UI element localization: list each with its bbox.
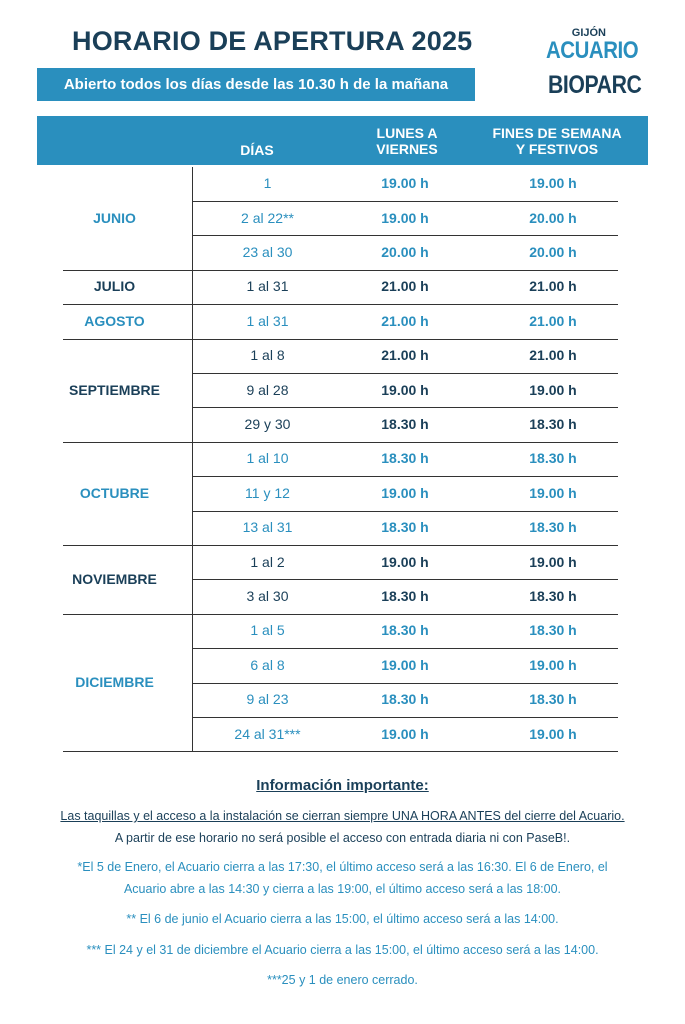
row-separator <box>192 373 618 374</box>
row-weekends: 19.00 h <box>529 656 577 673</box>
row-separator <box>192 683 618 684</box>
row-days: 1 al 10 <box>246 450 289 467</box>
row-days: 1 al 2 <box>250 553 285 570</box>
column-divider <box>192 167 193 270</box>
row-weekends: 18.30 h <box>529 519 577 536</box>
row-weekends: 18.30 h <box>529 622 577 639</box>
row-days: 9 al 28 <box>246 381 289 398</box>
info-note-1: *El 5 de Enero, el Acuario cierra a las 17:30, el último acceso será a las 16:30. El 6 de Enero, el Acuario abre a las 14:30 y cierra a las 19:00, el último acceso será a las 18:00. <box>77 860 608 896</box>
row-separator <box>192 648 618 649</box>
row-separator <box>192 235 618 236</box>
month-label: JUNIO <box>93 209 136 226</box>
info-line-2: A partir de ese horario no será posible el acceso con entrada diaria ni con PaseB!. <box>114 831 571 845</box>
header-weekdays: LUNES A VIERNES <box>376 125 438 157</box>
row-weekdays: 18.30 h <box>381 519 429 536</box>
month-label: DICIEMBRE <box>75 674 154 690</box>
row-weekends: 20.00 h <box>529 209 577 226</box>
info-line-1: Las taquillas y el acceso a la instalación se cierran siempre UNA HORA ANTES del cierre del Acuario. <box>60 809 625 823</box>
column-divider <box>192 339 193 442</box>
month-label: JULIO <box>93 278 136 295</box>
row-separator <box>192 407 618 408</box>
month-separator <box>63 270 618 271</box>
month-separator <box>63 442 618 443</box>
row-weekdays: 19.00 h <box>381 381 429 398</box>
column-divider <box>192 442 193 545</box>
row-weekdays: 21.00 h <box>381 312 429 329</box>
row-days: 1 <box>263 175 272 192</box>
month-label: OCTUBRE <box>79 484 150 501</box>
row-weekdays: 19.00 h <box>381 656 429 673</box>
row-weekdays: 18.30 h <box>381 691 429 708</box>
info-note-4: ***25 y 1 de enero cerrado. <box>267 973 418 987</box>
row-separator <box>192 476 618 477</box>
header-days: DÍAS <box>240 142 274 158</box>
row-weekends: 21.00 h <box>529 347 577 364</box>
logo-bioparc: BIOPARC <box>548 71 642 99</box>
row-days: 3 al 30 <box>246 588 289 604</box>
row-separator <box>192 511 618 512</box>
row-days: 24 al 31*** <box>234 725 301 742</box>
info-title: Información importante: <box>256 777 429 794</box>
row-weekdays: 21.00 h <box>381 347 429 364</box>
row-weekdays: 21.00 h <box>381 278 429 295</box>
row-days: 1 al 31 <box>246 278 289 295</box>
row-weekends: 19.00 h <box>529 553 577 570</box>
row-weekends: 19.00 h <box>529 484 577 501</box>
row-weekends: 18.30 h <box>529 588 577 604</box>
column-divider <box>192 270 193 304</box>
row-days: 9 al 23 <box>246 691 289 708</box>
month-separator <box>63 304 618 305</box>
row-weekdays: 19.00 h <box>381 553 429 570</box>
row-weekdays: 19.00 h <box>381 209 429 226</box>
row-weekends: 18.30 h <box>529 691 577 708</box>
month-separator <box>63 545 618 546</box>
row-weekdays: 19.00 h <box>381 725 429 742</box>
row-weekdays: 19.00 h <box>381 175 429 192</box>
row-separator <box>192 579 618 580</box>
row-weekdays: 18.30 h <box>381 450 429 467</box>
logo-acuario: ACUARIO <box>546 37 639 64</box>
row-days: 1 al 5 <box>250 622 285 639</box>
month-label: NOVIEMBRE <box>72 570 157 587</box>
row-weekdays: 20.00 h <box>381 244 429 260</box>
row-weekends: 18.30 h <box>529 416 577 432</box>
page-title: HORARIO DE APERTURA 2025 <box>72 26 473 56</box>
column-divider <box>192 305 193 339</box>
month-label: SEPTIEMBRE <box>68 381 160 398</box>
row-days: 13 al 31 <box>242 519 293 536</box>
row-separator <box>192 717 618 718</box>
month-separator <box>63 614 618 615</box>
row-weekends: 19.00 h <box>529 725 577 742</box>
month-separator <box>63 339 618 340</box>
row-days: 1 al 8 <box>250 347 285 364</box>
opening-banner: Abierto todos los días desde las 10.30 h de la mañana <box>37 68 475 101</box>
row-weekends: 21.00 h <box>529 312 577 329</box>
row-days: 6 al 8 <box>250 656 285 673</box>
row-weekends: 18.30 h <box>529 450 577 467</box>
info-note-3: *** El 24 y el 31 de diciembre el Acuario cierra a las 15:00, el último acceso será a las 14:00. <box>86 943 599 957</box>
row-weekends: 19.00 h <box>529 381 577 398</box>
row-weekdays: 19.00 h <box>381 484 429 501</box>
row-weekdays: 18.30 h <box>381 588 429 604</box>
row-weekends: 20.00 h <box>529 244 577 260</box>
row-weekends: 21.00 h <box>529 278 577 295</box>
row-separator <box>192 201 618 202</box>
logo-gijon: GIJÓN <box>571 27 606 39</box>
row-weekdays: 18.30 h <box>381 416 429 432</box>
month-separator <box>63 751 618 752</box>
month-label: AGOSTO <box>84 312 145 329</box>
row-days: 29 y 30 <box>244 416 291 432</box>
info-note-2: ** El 6 de junio el Acuario cierra a las 15:00, el último acceso será a las 14:00. <box>126 912 559 926</box>
row-days: 11 y 12 <box>245 484 290 501</box>
row-days: 1 al 31 <box>246 312 289 329</box>
row-days: 2 al 22** <box>241 209 294 226</box>
header-weekends: FINES DE SEMANA Y FESTIVOS <box>492 125 622 157</box>
row-weekdays: 18.30 h <box>381 622 429 639</box>
row-weekends: 19.00 h <box>529 175 577 192</box>
row-days: 23 al 30 <box>242 244 293 260</box>
